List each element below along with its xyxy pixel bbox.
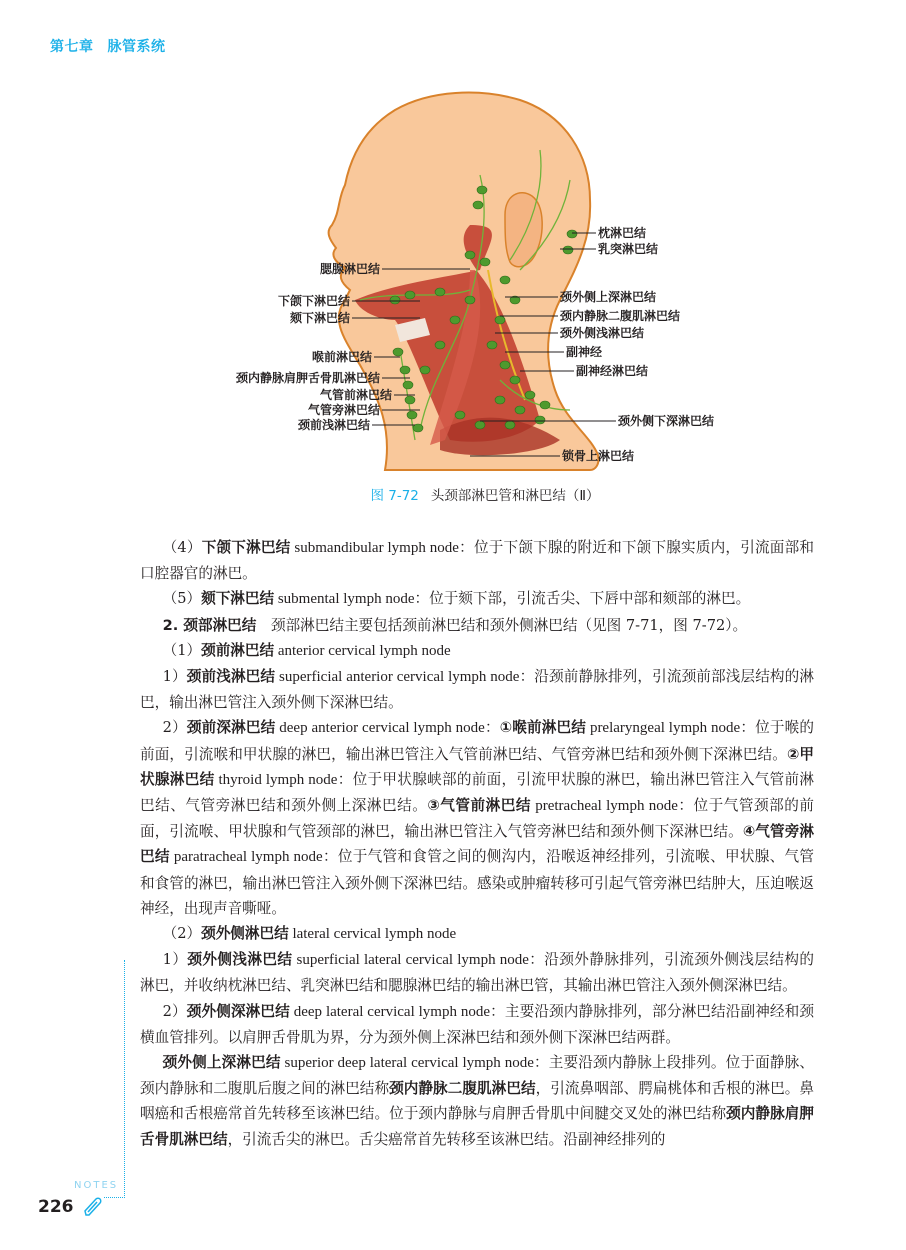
- lymph-node: [500, 276, 510, 284]
- notes-margin-line: [124, 960, 125, 1198]
- lymph-node: [567, 230, 577, 238]
- text-run: ：主要沿颈内静脉排列，部分淋巴结沿副神经和颈横血管排列。以肩胛舌骨肌为界，分为颈外侧上深淋巴结和颈外侧下深淋巴结两群。: [140, 1002, 814, 1046]
- lymph-node: [500, 361, 510, 369]
- term-chinese: 2. 颈部淋巴结: [162, 616, 257, 634]
- text-run: 颈部淋巴结主要包括颈前淋巴结和颈外侧淋巴结（见图 7-71，图 7-72）。: [256, 616, 748, 634]
- term-chinese: ③气管前淋巴结: [427, 797, 531, 815]
- text-run: （2）: [162, 925, 202, 943]
- term-english: deep lateral cervical lymph node: [289, 1003, 491, 1020]
- lymph-node: [435, 288, 445, 296]
- paragraph: [140, 638, 814, 664]
- term-english: pretracheal lymph node: [530, 798, 678, 815]
- text-run: 2）: [162, 719, 187, 737]
- figure-label-right: 乳突淋巴结: [598, 242, 659, 256]
- lymph-node: [535, 416, 545, 424]
- text-run: 1）: [162, 951, 188, 969]
- figure-label-left: 喉前淋巴结: [311, 350, 372, 364]
- paragraph: [140, 1050, 814, 1152]
- text-run: ：位于喉的前面，引流喉和甲状腺的淋巴，输出淋巴管注入气管前淋巴结、气管旁淋巴结和颈外侧下深淋巴结。: [140, 719, 814, 763]
- figure-label-right: 颈外侧上深淋巴结: [560, 290, 657, 304]
- text-run: （5）: [162, 590, 202, 608]
- term-chinese: 颈外侧浅淋巴结: [187, 951, 293, 969]
- term-english: submental lymph node: [274, 591, 415, 608]
- term-chinese: ④气管旁淋巴结: [140, 823, 814, 866]
- figure-label-left: 颈内静脉肩胛舌骨肌淋巴结: [235, 371, 380, 385]
- lymph-node: [403, 381, 413, 389]
- paragraph: [140, 535, 814, 586]
- term-english: superficial lateral cervical lymph node: [292, 952, 529, 969]
- figure-caption: [0, 484, 906, 504]
- text-run: ：位于下颌下腺的附近和下颌下腺实质内，引流面部和口腔器官的淋巴。: [140, 539, 814, 583]
- lymph-node: [510, 376, 520, 384]
- text-run: 1）: [162, 668, 187, 686]
- figure-label-left: 下颌下淋巴结: [277, 294, 350, 308]
- lymph-node: [465, 296, 475, 304]
- text-run: ：沿颈外静脉排列，引流颈外侧浅层结构的淋巴，并收纳枕淋巴结、乳突淋巴结和腮腺淋巴结的输出淋巴管，其输出淋巴管注入颈外侧深淋巴结。: [140, 951, 814, 995]
- term-chinese: 颈内静脉肩胛舌骨肌淋巴结: [140, 1105, 814, 1148]
- term-english: anterior cervical lymph node: [274, 642, 451, 659]
- lymph-node: [390, 296, 400, 304]
- text-run: ：位于颏下部，引流舌尖、下唇中部和颏部的淋巴。: [414, 590, 751, 608]
- text-run: ：位于甲状腺峡部的前面，引流甲状腺的淋巴，输出淋巴管注入气管前淋巴结、气管旁淋巴结和颈外侧上深淋巴结。: [140, 770, 814, 815]
- figure-label-right: 副神经淋巴结: [576, 364, 649, 378]
- lymph-node: [525, 391, 535, 399]
- term-chinese: ①喉前淋巴结: [499, 719, 587, 737]
- term-english: prelaryngeal lymph node: [586, 720, 741, 737]
- term-english: superficial anterior cervical lymph node: [275, 669, 520, 686]
- lymph-node: [480, 258, 490, 266]
- text-run: ：位于气管和食管之间的侧沟内，沿喉返神经排列，引流喉、甲状腺、气管和食管的淋巴，输出淋巴管注入颈外侧下深淋巴结。感染或肿瘤转移可引起气管旁淋巴结肿大，压迫喉返神经，出现声音嘶哑。: [140, 848, 814, 917]
- lymph-node: [515, 406, 525, 414]
- lymph-node: [450, 316, 460, 324]
- pencil-icon: [82, 1196, 104, 1218]
- term-chinese: 颈前浅淋巴结: [186, 668, 276, 686]
- paragraph: [140, 921, 814, 947]
- term-english: deep anterior cervical lymph node: [275, 720, 485, 737]
- chapter-number: 第七章: [50, 39, 94, 55]
- lymph-node: [505, 421, 515, 429]
- lymph-node: [540, 401, 550, 409]
- paragraph: [140, 613, 814, 638]
- term-chinese: 颈内静脉二腹肌淋巴结: [389, 1080, 536, 1098]
- text-run: ：: [484, 719, 500, 737]
- lymph-node: [563, 246, 573, 254]
- lymph-node: [495, 316, 505, 324]
- paragraph: [140, 664, 814, 715]
- lymph-node: [477, 186, 487, 194]
- figure-label-left: 气管旁淋巴结: [307, 403, 380, 417]
- head-neck-lymph-illustration: [0, 0, 906, 520]
- term-chinese: 下颌下淋巴结: [201, 539, 291, 556]
- term-english: thyroid lymph node: [214, 771, 338, 788]
- paragraph: [140, 947, 814, 998]
- figure-label-right: 颈外侧浅淋巴结: [560, 326, 645, 340]
- term-chinese: 颈外侧上深淋巴结: [162, 1054, 281, 1072]
- text-run: ：沿颈前静脉排列，引流颈前部浅层结构的淋巴，输出淋巴管注入颈外侧下深淋巴结。: [140, 668, 814, 712]
- term-english: paratracheal lymph node: [169, 849, 323, 866]
- figure-label-right: 副神经: [566, 345, 603, 359]
- lymph-node: [495, 396, 505, 404]
- figure-caption-text: 头颈部淋巴管和淋巴结（Ⅱ）: [430, 488, 600, 504]
- paragraph: [140, 586, 814, 612]
- figure-label-left: 颏下淋巴结: [289, 311, 350, 325]
- lymph-node: [393, 348, 403, 356]
- figure-label-left: 颈前浅淋巴结: [297, 418, 370, 432]
- paragraph: [140, 999, 814, 1050]
- text-run: ：主要沿颈内静脉上段排列。位于面静脉、颈内静脉和二腹肌后腹之间的淋巴结称: [140, 1054, 814, 1098]
- term-chinese: 颈外侧深淋巴结: [186, 1002, 290, 1020]
- figure-label-left: 气管前淋巴结: [319, 388, 392, 402]
- term-english: lateral cervical lymph node: [288, 926, 457, 943]
- text-run: 2）: [162, 1002, 187, 1020]
- page-number: 226: [38, 1197, 74, 1217]
- term-chinese: 颈前深淋巴结: [186, 719, 276, 737]
- paragraph: [140, 715, 814, 921]
- body-text: [140, 535, 814, 1152]
- term-chinese: 颏下淋巴结: [201, 590, 275, 608]
- term-chinese: ②甲状腺淋巴结: [140, 745, 814, 788]
- figure-label-right: 锁骨上淋巴结: [562, 449, 635, 463]
- figure-label-right: 颈内静脉二腹肌淋巴结: [560, 309, 681, 323]
- lymph-node: [405, 396, 415, 404]
- lymph-node: [405, 291, 415, 299]
- figure-number: 图 7-72: [370, 488, 419, 504]
- figure-label-left: 腮腺淋巴结: [319, 262, 380, 276]
- lymph-node: [435, 341, 445, 349]
- figure-label-right: 枕淋巴结: [598, 226, 647, 240]
- term-english: submandibular lymph node: [290, 540, 459, 556]
- lymph-node: [400, 366, 410, 374]
- term-english: superior deep lateral cervical lymph node: [280, 1055, 534, 1072]
- lymph-node: [475, 421, 485, 429]
- text-run: ，引流鼻咽部、腭扁桃体和舌根的淋巴。鼻咽癌和舌根癌常首先转移至该淋巴结。位于颈内静脉与肩胛舌骨肌中间腱交叉处的淋巴结称: [140, 1080, 814, 1123]
- text-run: （4）: [162, 539, 202, 556]
- lymph-node: [420, 366, 430, 374]
- text-run: ，引流舌尖的淋巴。舌尖癌常首先转移至该淋巴结。沿副神经排列的: [227, 1130, 666, 1148]
- text-run: （1）: [162, 641, 202, 659]
- lymph-node: [455, 411, 465, 419]
- text-run: ：位于气管颈部的前面，引流喉、甲状腺和气管颈部的淋巴，输出淋巴管注入气管旁淋巴结和颈外侧下深淋巴结。: [140, 797, 815, 841]
- chapter-title: 脉管系统: [107, 39, 166, 55]
- figure-label-right: 颈外侧下深淋巴结: [618, 414, 715, 428]
- notes-label: NOTES: [74, 1180, 119, 1191]
- term-chinese: 颈外侧淋巴结: [201, 925, 289, 943]
- lymph-node: [407, 411, 417, 419]
- lymph-node: [473, 201, 483, 209]
- lymph-node: [465, 251, 475, 259]
- lymph-node: [487, 341, 497, 349]
- notes-margin-line-bottom: [104, 1197, 125, 1198]
- term-chinese: 颈前淋巴结: [201, 641, 275, 659]
